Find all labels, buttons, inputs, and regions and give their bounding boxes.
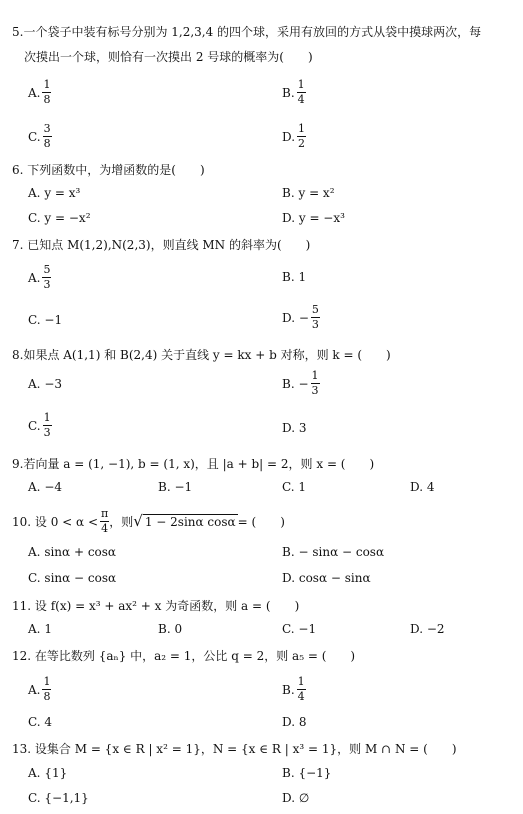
q8-option-c: C. $\frac{1}{3}$ — [28, 411, 51, 439]
q12-option-b: B. $\frac{1}{4}$ — [282, 675, 305, 703]
q13-option-c: C. {−1,1} — [28, 791, 89, 805]
q5-option-a: A. $\frac{1}{8}$ — [28, 78, 51, 106]
q6-option-b: B. y = x² — [282, 186, 335, 200]
q10-option-a: A. sinα + cosα — [28, 545, 117, 559]
fraction: $\frac{1}{2}$ — [298, 122, 306, 150]
q6-option-a: A. y = x³ — [28, 186, 81, 200]
q9-option-d: D. 4 — [410, 480, 435, 494]
q8-stem: 8.如果点 A(1,1) 和 B(2,4) 关于直线 y = kx + b 对称，则 k = ( ) — [12, 348, 391, 362]
q5-stem-line2: 次摸出一个球，则恰有一次摸出 2 号球的概率为( ) — [24, 50, 313, 64]
q13-option-d: D. ∅ — [282, 791, 310, 805]
q10-option-c: C. sinα − cosα — [28, 571, 117, 585]
q6-option-c: C. y = −x² — [28, 211, 91, 225]
q9-stem: 9.若向量 a = (1, −1), b = (1, x)，且 |a + b| = 2，则 x = ( ) — [12, 457, 375, 471]
q9-option-c: C. 1 — [282, 480, 307, 494]
q8-option-b: B. − $\frac{1}{3}$ — [282, 369, 319, 397]
q8-option-a: A. −3 — [28, 377, 63, 391]
fraction: $\frac{1}{4}$ — [297, 78, 305, 106]
fraction: $\frac{1}{8}$ — [43, 675, 51, 703]
q13-option-a: A. {1} — [28, 766, 68, 780]
q13-stem: 13. 设集合 M = {x ∈ R | x² = 1}，N = {x ∈ R | x³ = 1}，则 M ∩ N = ( ) — [12, 742, 457, 756]
q7-option-d: D. − $\frac{5}{3}$ — [282, 303, 319, 331]
fraction: $\frac{1}{8}$ — [43, 78, 51, 106]
q12-option-c: C. 4 — [28, 715, 53, 729]
q6-stem: 6. 下列函数中，为增函数的是( ) — [12, 163, 205, 177]
q13-option-b: B. {−1} — [282, 766, 332, 780]
fraction: $\frac{5}{3}$ — [311, 303, 319, 331]
q5-stem-line1: 5.一个袋子中装有标号分别为 1,2,3,4 的四个球，采用有放回的方式从袋中摸球两次，每 — [12, 25, 482, 39]
fraction: $\frac{1}{3}$ — [311, 369, 319, 397]
fraction: $\frac{3}{8}$ — [43, 122, 51, 150]
q12-stem: 12. 在等比数列 {aₙ} 中，a₂ = 1，公比 q = 2，则 a₅ = ( ) — [12, 649, 356, 663]
q11-stem: 11. 设 f(x) = x³ + ax² + x 为奇函数，则 a = ( ) — [12, 599, 300, 613]
q5-option-c: C. $\frac{3}{8}$ — [28, 122, 51, 150]
q10-option-d: D. cosα − sinα — [282, 571, 371, 585]
q12-option-a: A. $\frac{1}{8}$ — [28, 675, 51, 703]
fraction: $\frac{1}{3}$ — [43, 411, 51, 439]
q10-stem: 10. 设 0 < α < $\frac{\pi}{4}$ ，则 √ 1 − 2sinα cosα = ( ) — [12, 507, 285, 535]
square-root: √ 1 − 2sinα cosα — [133, 512, 236, 530]
q11-option-b: B. 0 — [158, 622, 183, 636]
q9-option-a: A. −4 — [28, 480, 63, 494]
q7-stem: 7. 已知点 M(1,2),N(2,3)，则直线 MN 的斜率为( ) — [12, 238, 311, 252]
q7-option-c: C. −1 — [28, 313, 63, 327]
q11-option-a: A. 1 — [28, 622, 52, 636]
q7-option-a: A. $\frac{5}{3}$ — [28, 263, 51, 291]
fraction: $\frac{5}{3}$ — [43, 263, 51, 291]
q11-option-c: C. −1 — [282, 622, 317, 636]
q11-option-d: D. −2 — [410, 622, 445, 636]
q12-option-d: D. 8 — [282, 715, 307, 729]
fraction: $\frac{1}{4}$ — [297, 675, 305, 703]
q7-option-b: B. 1 — [282, 270, 307, 284]
q5-option-b: B. $\frac{1}{4}$ — [282, 78, 305, 106]
fraction: $\frac{\pi}{4}$ — [101, 507, 109, 535]
q6-option-d: D. y = −x³ — [282, 211, 345, 225]
q8-option-d: D. 3 — [282, 421, 307, 435]
q5-option-d: D. $\frac{1}{2}$ — [282, 122, 306, 150]
q10-option-b: B. − sinα − cosα — [282, 545, 385, 559]
q9-option-b: B. −1 — [158, 480, 193, 494]
